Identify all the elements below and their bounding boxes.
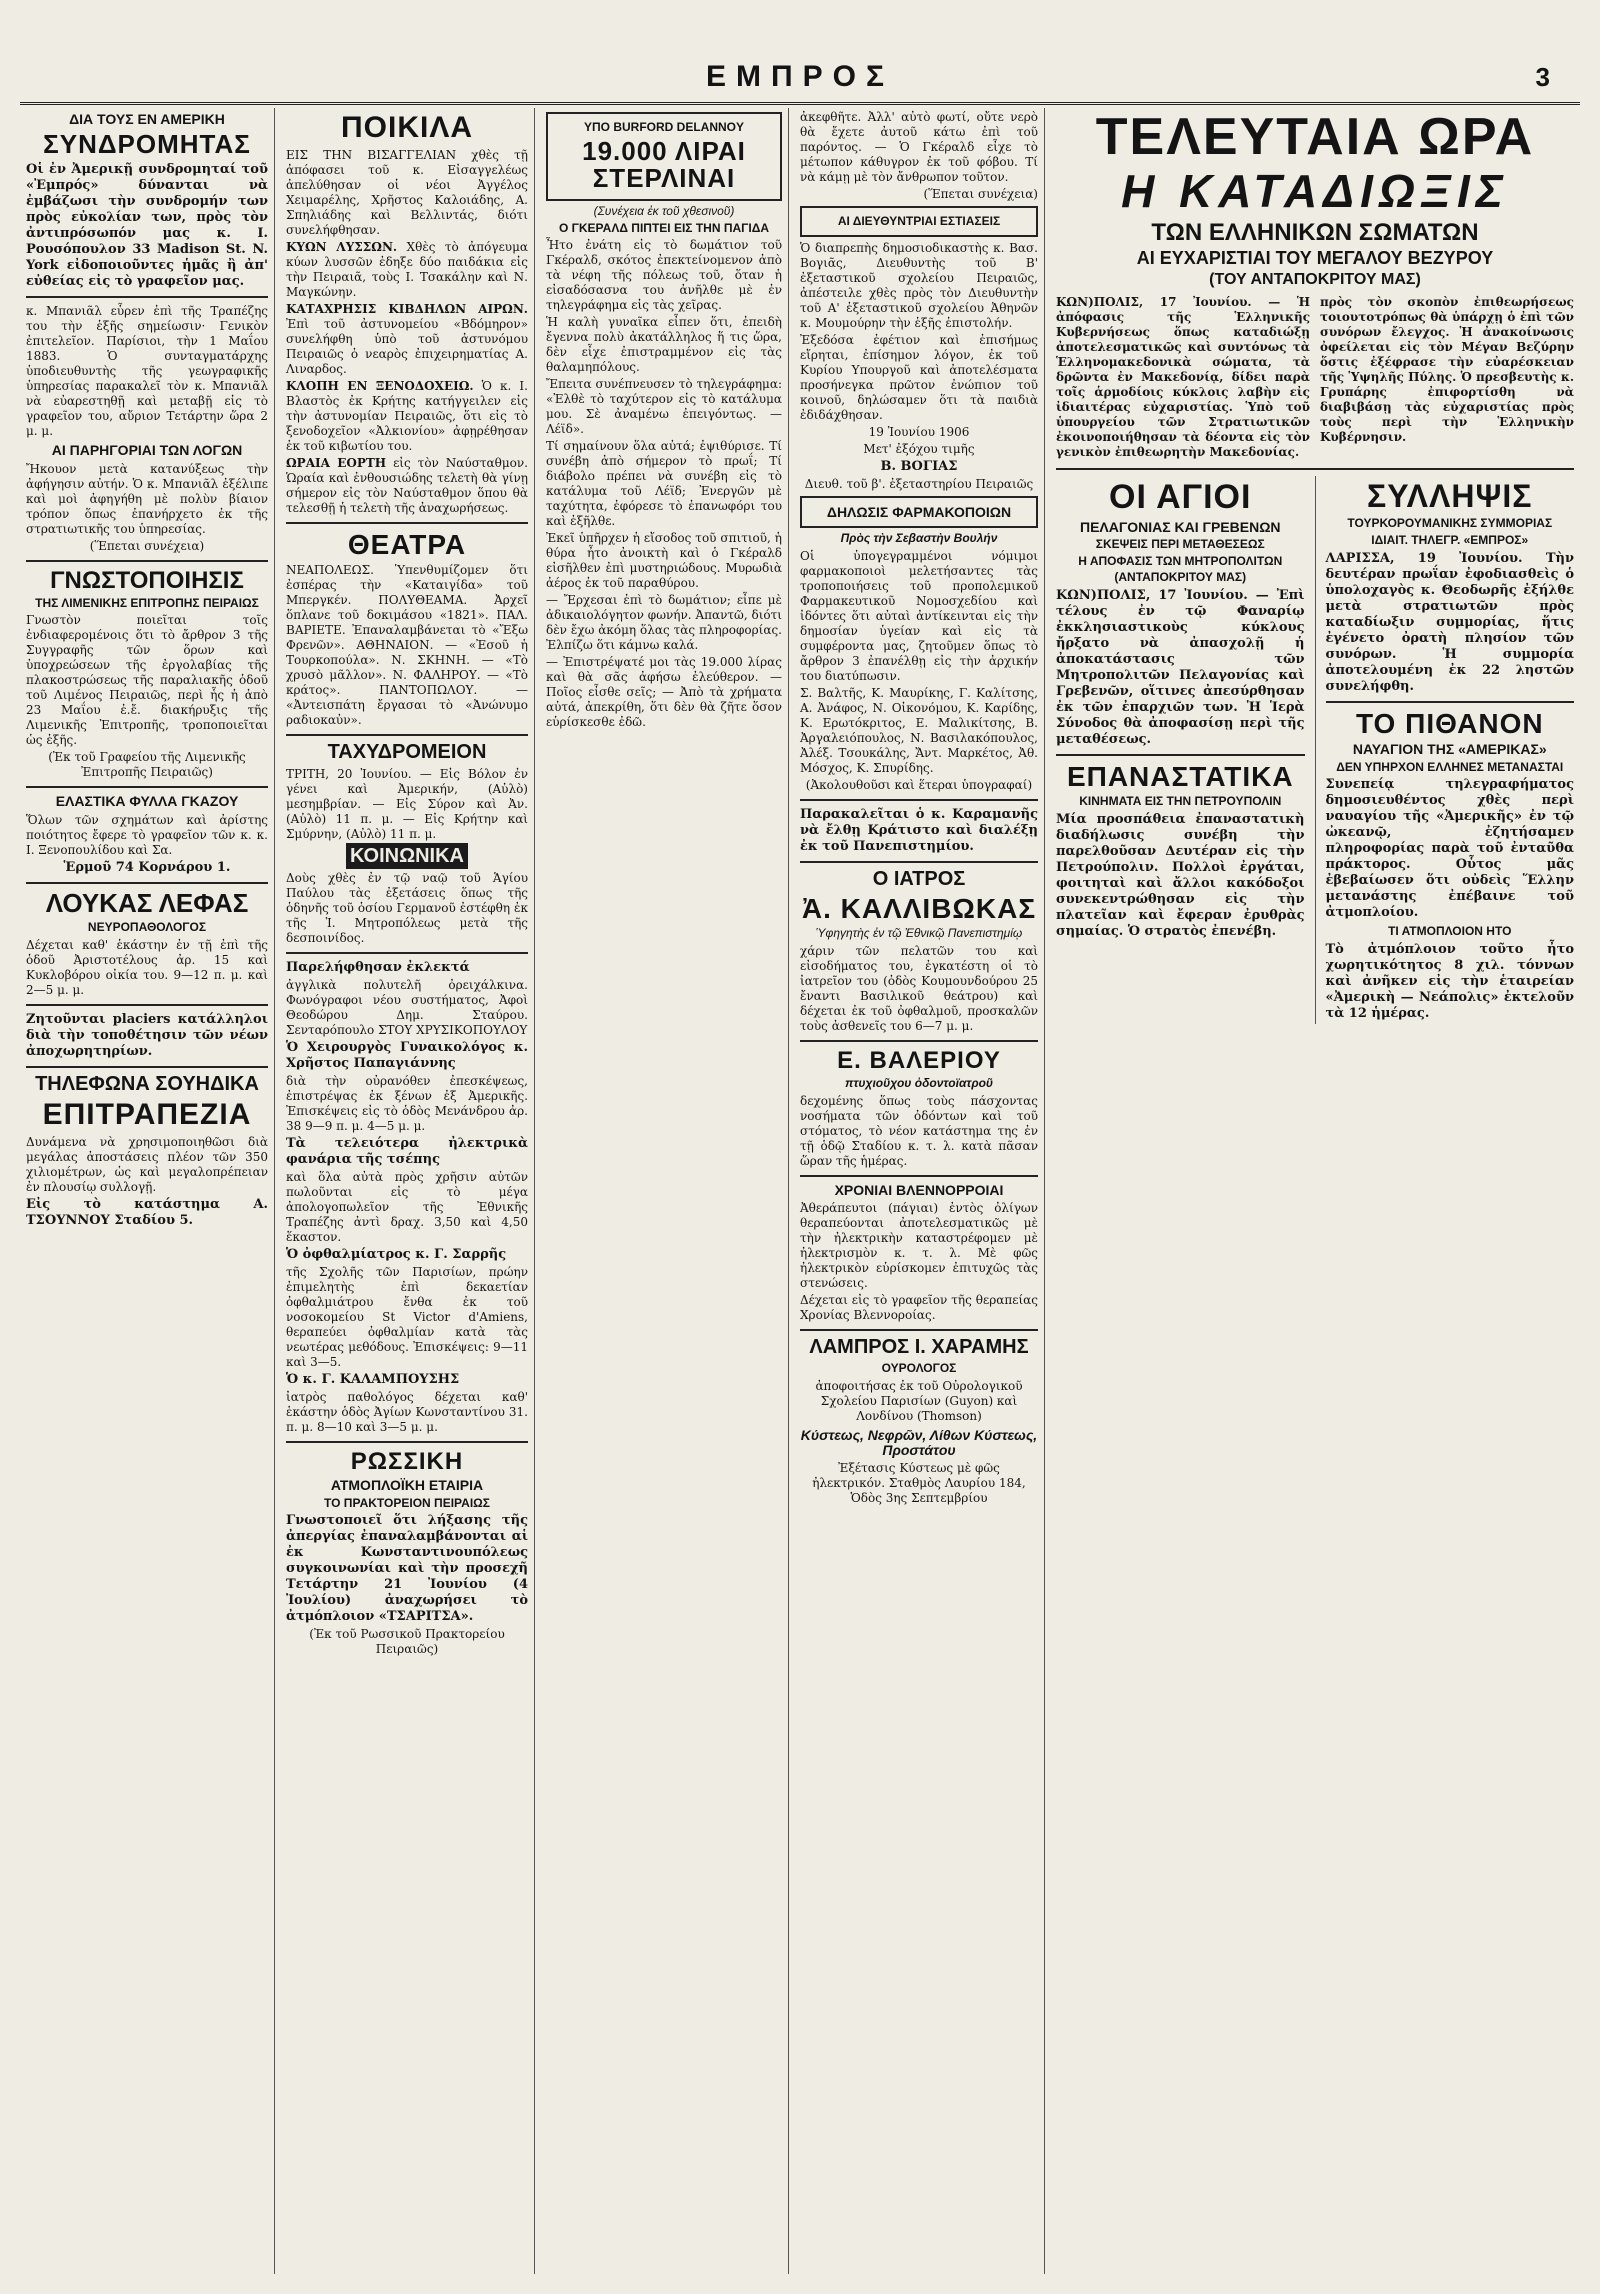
divider [26,1004,268,1006]
letter-closing: Μετ' ἐξόχου τιμῆς [863,441,975,456]
divider [800,861,1038,863]
section-heading [286,846,528,867]
story-body: ΚΩΝ)ΠΟΛΙΣ, 17 Ἰουνίου. — Ἐπὶ τέλους ἐν τῷ Φαναρίῳ ἐκκλησιαστικοὺς κύκλους ἤρξατο νὰ ἀπασχολῇ ἡ ἀποκατάστασις τῶν Μητροπολιτῶν Πελαγονίας καὶ Γρεβενῶν, οἵτινες ἀπεσύρθησαν ἐκ τῶν ἐπαρχιῶν των. Ἡ Ἱερὰ Σύνοδος θὰ ἀποφασίσῃ περὶ τῆς μεταθέσεως. [1056,588,1305,748]
ad-title: ΧΡΟΝΙΑΙ ΒΛΕΝΝΟΡΡΟΙΑΙ [834,1181,1004,1198]
divider [26,1066,268,1068]
column-3 [540,108,788,2274]
section-heading: ΠΟΙΚΙΛΑ [340,111,473,144]
divider [286,734,528,736]
ad-title: ΤΗΛΕΦΩΝΑ ΣΟΥΗΔΙΚΑ [35,1073,259,1096]
lower-stories [1056,476,1574,1024]
story-subheadline: ΤΙ ΑΤΜΟΠΛΟΙΟΝ ΗΤΟ [1388,924,1512,939]
item-text: Χθὲς τὸ ἀπόγευμα κύων λυσσῶν ἐδηξε δύο παιδάκια εἰς τὴν Πειραιᾶ, τοὺς Ι. Τσακάλην καὶ Ν. Μαγκώνην. [286,239,528,299]
column-2 [280,108,534,2274]
story-subheadline: ΙΔΙΑΙΤ. ΤΗΛΕΓΡ. «ΕΜΠΡΟΣ» [1371,533,1529,548]
lead-story-body: ΚΩΝ)ΠΟΛΙΣ, 17 Ἰουνίου. — Ἡ ἀπόφασις τῆς Ἑλληνικῆς Κυβερνήσεως ὅπως καταδιώξῃ ἀποτελεσματικῶς καὶ συντόνως τὰ Ἑλληνομακεδονικὰ σώματα, τὰ δρῶντα ἐν Μακεδονίᾳ, δίδει παρὰ τοῖς ἁρμοδίοις κύκλοις λαβὴν εἰς ἰδιαιτέρας εὐχαριστίας. Ὑπὸ τοῦ ὑπουργείου τῶν Στρατιωτικῶν ἐκοινοποιήθησαν τὰ δέοντα εἰς τὸν γενικὸν ἐπιθεωρητὴν Μακεδονίας. [1056,294,1310,459]
ad-body: διὰ τὴν οὐρανόθεν ἐπεσκέψεως, ἐπιστρέψας ἐκ ξένων ἐξ Ἀμερικῆς. Ἐπισκέψεις εἰς τὸ ὁδὸς Μενάνδρου ἀρ. 38 9—9 π. μ. 4—5 μ. μ. [286,1073,528,1133]
item-text: Ὁ κ. Ι. Βλαστὸς ἐκ Κρήτης κατήγγειλεν εἰς τὴν ἀστυνομίαν Πειραιῶς, ὅτι εἰς τὸ ξενοδοχεῖον «Ἀλκιονίου» ἀφῃρέθησαν ἐκ τοῦ κιβωτίου του. [286,378,528,453]
serial-body: ἀκεφθῆτε. Ἀλλ' αὐτὸ φωτί, οὔτε νερὸ θὰ ἔχετε ἀυτοῦ κάτω ἐπὶ τοῦ παρόντος. — Ὁ Γκέραλδ εἶχε τὸ μέτωπον κάθυγρον ἐκ τοῦ φόβου. Τί νὰ κάμῃ μὲ τὸν ἄνθρωπον τοῦτον. [800,110,1038,184]
section-heading: ΔΗΛΩΣΙΣ ΦΑΡΜΑΚΟΠΟΙΩΝ [826,503,1012,520]
ad-body: Δυνάμενα νὰ χρησιμοποιηθῶσι διὰ μεγάλας ἀποστάσεις πλέον τῶν 350 χιλιομέτρων, ὡς καὶ μεγαλοπρέπειαν ἐν πλουσίῳ συλλογῇ. [26,1134,268,1194]
serial-body: Ἐκεῖ ὑπῆρχεν ἡ εἴσοδος τοῦ σπιτιοῦ, ἡ θύρα ἦτο ἀνοικτὴ καὶ ὁ Γκέραλδ εἰσῆλθεν ἐπὶ μυστηριώδους. Μυρωδιὰ ἀέρος ἐκ τοῦ παραθύρου. [546,531,782,591]
declaration-signatories: Σ. Βαλτῆς, Κ. Μαυρίκης, Γ. Καλίτσης, Α. Ἀνάφος, Ν. Οἰκονόμου, Κ. Καρίδης, Κ. Ερωτόκριτος, Ε. Μαλικίτσης, Β. Ἀργαλειόπουλος, Ν. Βασιλακόπουλος, Ἀλέξ. Τσουκάλης, Ἄντ. Μαρκέτος, Ἀθ. Μόσχος, Κ. Σπυρίδης. [800,685,1038,775]
column-rule [1315,476,1316,1024]
story-subheadline: ΤΟΥΡΚΟΡΟΥΜΑΝΙΚΗΣ ΣΥΜΜΟΡΙΑΣ [1347,516,1553,531]
story-body: Μία προσπάθεια ἐπαναστατικὴ διαδήλωσις συνέβη τὴν παρελθοῦσαν Δευτέραν εἰς τὴν Πετρούπολιν. Πολλοὶ ἐργάται, φοιτηταὶ καὶ ἄλλοι κακόδοξοι συνεκεντρώθησαν εἰς τὴν πλατεῖαν καὶ ἔφεραν ἐρυθρὰς σημαίας. Ὁ στρατὸς ἐπενέβη. [1056,812,1305,940]
serial-body: Ἔπειτα συνέπνευσεν τὸ τηλεγράφημα: «Ἐλθὲ τὸ ταχύτερον εἰς τὸ κατάλυμα μου. Σὲ ἀναμένω ἐπειγόντως. — Λέϊδ». [546,377,782,437]
divider [800,799,1038,801]
notice-subheading: ΤΗΣ ΛΙΜΕΝΙΚΗΣ ΕΠΙΤΡΟΠΗΣ ΠΕΙΡΑΙΩΣ [35,595,259,610]
serial-heading-box [546,112,782,201]
ad-title: Παρελήφθησαν ἐκλεκτά [286,959,470,975]
ad-title: ΛΟΥΚΑΣ ΛΕΦΑΣ [45,888,249,919]
ad-title: Τὰ τελειότερα ἠλεκτρικὰ φανάρια τῆς τσέπης [286,1135,528,1167]
divider [26,560,268,562]
story-subheadline: ΣΚΕΨΕΙΣ ΠΕΡΙ ΜΕΤΑΘΕΣΕΩΣ [1095,537,1265,552]
ad-subtitle: ΤΟ ΠΡΑΚΤΟΡΕΙΟΝ ΠΕΙΡΑΙΩΣ [324,1495,490,1510]
ad-subtitle: ΕΠΙΤΡΑΠΕΖΙΑ [42,1098,252,1132]
story-correspondent: (ΑΝΤΑΠΟΚΡΙΤΟΥ ΜΑΣ) [1114,570,1247,585]
story-headline: ΕΠΑΝΑΣΤΑΤΙΚΑ [1066,761,1294,793]
masthead [20,56,1580,105]
item-title: ΚΛΟΠΗ ΕΝ ΞΕΝΟΔΟΧΕΙΩ. [286,378,474,393]
notice-signature: (Ἐκ τοῦ Γραφείου τῆς Λιμενικῆς Ἐπιτροπῆς Πειραιῶς) [48,750,246,780]
section-heading-box [800,496,1038,529]
ad-body: χάριν τῶν πελατῶν του καὶ εἰσοδήματος του, ἐγκατέστη οἱ τὸ ἰατρεῖον του (ὁδὸς Κουμουνδούρου 25 ἔναντι Βασιλικοῦ θεάτρου) καὶ δέχεται ἐκ τοῦ ὀφθαλμοῦ, προσκαλῶν τοὺς ἀσθενεῖς του 6—7 μ. μ. [800,943,1038,1033]
story-body [286,240,528,300]
ad-title: Ὁ ὀφθαλμίατρος κ. Γ. Σαρρῆς [286,1246,507,1262]
ad-body: Ἐξέτασις Κύστεως μὲ φῶς ἠλεκτρικόν. Σταθμὸς Λαυρίου 184, Ὁδὸς 3ης Σεπτεμβρίου [812,1461,1026,1506]
divider [286,522,528,524]
column-rule [534,108,535,2274]
letter-signer-role: Διευθ. τοῦ β'. ἐξεταστηρίου Πειραιῶς [804,476,1034,491]
story-subheadline: ΝΑΥΑΓΙΟΝ ΤΗΣ «ΑΜΕΡΙΚΑΣ» [1352,741,1547,758]
divider [26,882,268,884]
section-heading: ΘΕΑΤΡΑ [347,528,467,560]
letter-body: Ἐξεδόσα ἐφέτιον καὶ ἐπισήμως εἴρηται, ἐπίσημον λόγον, ἐκ τοῦ Κυρίου Υπουργοῦ καὶ ἀποτελέσματα προσήνεγκα πρῶτον ἐνώπιον τοῦ κοινοῦ, δηλώσαμεν ὅτι τὰ παιδιὰ ἐδιδάχθησαν. [800,332,1038,422]
ad-body: ἀγγλικὰ πολυτελῆ ὀρειχάλκινα. Φωνόγραφοι νέου συστήματος, Ἀφοὶ Θεοδώρου Δημ. Σταύρου. Σενταρόπουλο ΣΤΟΥ ΧΡΥΣΙΚΟΠΟΥΛΟΥ [286,977,528,1037]
column-rule [1044,108,1045,2274]
right-stories [1326,476,1575,1024]
story-body: ΛΑΡΙΣΣΑ, 19 Ἰουνίου. Τὴν δευτέραν πρωΐαν ἐφοδιασθεὶς ὁ ὑπολοχαγὸς κ. Θεοδωρῆς ἐξήλθε μετὰ στρατιωτῶν πρὸς καταδίωξιν συμμορίας, ἥτις ἐγένετο ὀρατὴ πλησίον τῶν συνόρων. Ἡ συμμορία ἀποτελουμένη ἐκ 22 ληστῶν συνελήφθη. [1325,550,1574,694]
story-headline: ΣΥΛΛΗΨΙΣ [1367,477,1533,514]
serial-body: Ἦτο ἐνάτη εἰς τὸ δωμάτιον τοῦ Γκέραλδ, σκότος ἐπεκτείνομενον ἀπὸ τὰ νέφη τῆς πόλεως τοῦ, ὅταν ἡ εἰσαδόσασνα του ἀνῆλθε μὲ ἐν τηλεγράφημα εἰς τὰς χεῖρας. [546,238,782,313]
story-body: Συνεπείᾳ τηλεγραφήματος δημοσιευθέντος χθὲς περὶ ναυαγίου τῆς «Ἀμερικῆς» ἐν τῷ ὠκεανῷ, ἐζητήσαμεν πληροφορίας παρὰ τοῦ ἐνταῦθα πράκτορος. Οὗτος μᾶς ἐβεβαίωσεν ὅτι οὐδεὶς Ἕλλην μετανάστης ἐπέβαινε τοῦ ἀτμοπλοίου. [1325,777,1574,921]
subscribers-lead: Οἱ ἐν Ἀμερικῇ συνδρομηταί τοῦ «Ἐμπρός» δύνανται νὰ ἐμβάζωσι τὴν συνδρομήν των πρὸς εὐκολίαν των, πρὸς τὸν ἀντιπρόσωπόν μας κ. Ι. Ρουσόπουλον 33 Madison St. N. York εἰδοποιοῦντες ἡμᾶς ἢ ἀπ' εὐθείας εἰς τὸ γραφεῖον μας. [26,161,268,289]
post-office-listings: ΤΡΙΤΗ, 20 Ἰουνίου. — Εἰς Βόλον ἐν γένει καὶ Ἀμερικήν, (Αὐλὸ) μεσημβρίαν. — Εἰς Σύρον καὶ Ἀν. (Αὐλὸ) 11 π. μ. — Εἰς Κρήτην καὶ Σμύρνην, (Αὐλὸ) 11 π. μ. [286,766,528,841]
divider [1326,701,1575,703]
banner-headline: ΤΕΛΕΥΤΑΙΑ ΩΡΑ [1095,108,1535,166]
section-heading-label: ΚΟΙΝΩΝΙΚΑ [346,843,468,869]
subscribers-kicker: ΔΙΑ ΤΟΥΣ ΕΝ ΑΜΕΡΙΚΗ [69,111,225,127]
serial-body: — Ἔρχεσαι ἐπὶ τὸ δωμάτιον; εἶπε μὲ ἀδικαιολόγητον φωνήν. Ἀπαντῶ, διότι δὲν ἔχω ἀκόμη ὅλας τὰς πληροφορίας. Ἐλπίζω ὅτι κάμνω καλά. [546,593,782,653]
ad-address: Εἰς τὸ κατάστημα Α. ΤΣΟΥΝΝΟΥ Σταδίου 5. [26,1196,268,1228]
left-stories [1056,476,1305,1024]
item-text: Ἐπὶ τοῦ ἀστυνομείου «Βδόμηρον» συνελήφθη ὑπὸ τοῦ ἀστυνόμου Πειραιῶς ὁ νεαρὸς ἐπιχειρηματίας Α. Λιναρδος. [286,316,528,376]
lead-story-columns [1056,293,1574,462]
story-subheadline: ΔΕΝ ΥΠΗΡΧΟΝ ΕΛΛΗΝΕΣ ΜΕΤΑΝΑΣΤΑΙ [1336,759,1564,774]
notice-body: Γνωστὸν ποιεῖται τοῖς ἐνδιαφερομένοις ὅτι τὸ ἄρθρον 3 τῆς Συγγραφῆς τῶν ὅρων καὶ ὑποχρεώσεων τῆς ἐργολαβίας τῆς πλακοστρώσεως τῆς παραλιακῆς ὁδοῦ τοῦ Λιμένος Πειραιῶς, περὶ ἧς ἡ ἀπὸ 23 Μαΐου ἐ.ἔ. διακήρυξις τῆς Λιμενικῆς Ἐπιτροπῆς, τροποποιεῖται ὡς ἑξῆς. [26,613,268,748]
continued-note: (Ἕπεται συνέχεια) [923,187,1038,201]
serial-author: ΥΠΟ BURFORD DELANNOY [583,120,744,134]
story-headline: ΟΙ ΑΓΙΟΙ [1109,477,1252,516]
ad-body: δεχομένης ὅπως τοὺς πάσχοντας νοσήματα τῶν ὀδόντων καὶ τοῦ στόματος, τὸ νέον κατάστημα της ἐν τῇ ὁδῷ Σταδίου κ. τ. λ. κατὰ πᾶσαν ὥραν τῆς ἡμέρας. [800,1093,1038,1168]
declaration-note: (Ἀκολουθοῦσι καὶ ἕτεραι ὑπογραφαί) [805,777,1033,792]
item-text: εἰς τὸν Ναύσταθμον. Ὡραία καὶ ἐνθουσιώδης τελετὴ θὰ γίνῃ σήμερον εἰς τὸν Ναύσταθμον ὅπου θὰ τελεσθῇ ἡ τελετὴ τῆς ἀναχωρήσεως. [286,455,528,515]
section-subheading: Πρὸς τὴν Σεβαστὴν Βουλήν [840,531,998,546]
item-title: ΚΥΩΝ ΛΥΣΣΩΝ. [286,239,398,254]
divider [26,786,268,788]
lead-subheadline: ΑΙ ΕΥΧΑΡΙΣΤΙΑΙ ΤΟΥ ΜΕΓΑΛΟΥ ΒΕΖΥΡΟΥ [1136,248,1494,269]
story-body: Τὸ ἀτμόπλοιον τοῦτο ἦτο χωρητικότητος 8 χιλ. τόννων καὶ ἀνῆκεν εἰς τὴν ἑταιρείαν «Ἀμερικὴ — Νεάπολις» ἐκτελοῦν τὰ 12 ἡμέρας. [1325,941,1574,1021]
theatre-listings: ΝΕΑΠΟΛΕΩΣ. Ὑπενθυμίζομεν ὅτι ἐσπέρας τὴν «Καταιγίδα» τοῦ Μπεργκέν. ΠΟΛΥΘΕΑΜΑ. Ἀρχεῖ ὅπλανε τοῦ δοκιμάσου «1821». ΠΑΛ. ΒΑΡΙΕΤΕ. Ἐπαναλαμβάνεται τὸ «Ἔξω Φρενῶν». ΑΘΗΝΑΙΟΝ. — «Ἐσοῦ ἡ Τουρκοπούλα». Ν. ΣΚΗΝΗ. — «Τὸ χρυσὸ μᾶλλον». Ν. ΦΑΛΗΡΟΥ. — «Τὸ κράτος». ΠΑΝΤΟΠΩΛΟΥ. — «Ἀντεισπάτη ἔργασαι τὸ «Ἀνώνυμο ραδιοκαὐν». [286,562,528,727]
divider [286,1441,528,1443]
declaration-body: Οἱ ὑπογεγραμμένοι νόμιμοι φαρμακοποιοὶ μελετήσαντες τὰς τροποποιήσεις τοῦ προπολεμικοῦ Φαρμακευτικοῦ Νομοσχεδίου καὶ ἰδόντες ὅτι αὐταὶ ἀντίκεινται εἰς τὴν δημοσίαν ὑγείαν καὶ εἰς τὰ συμφέροντα μας, ζητοῦμεν ὅπως τὸ ἄρθρον 3 ἐπανέλθῃ εἰς τὴν ἀρχικήν του διατύπωσιν. [800,548,1038,683]
column-5 [1050,108,1580,2274]
section-heading: ΑΙ ΔΙΕΥΘΥΝΤΡΙΑΙ ΕΣΤΙΑΣΕΙΣ [837,214,1001,228]
continued-note: (Ἕπεται συνέχεια) [89,538,205,553]
ad-body: καὶ ὅλα αὐτὰ πρὸς χρῆσιν αὐτῶν πωλοῦνται εἰς τὸ μέγα ἀπολογοπωλεῖον τῆς Ἐθνικῆς Τραπέζης ἀντὶ δραχ. 3,50 καὶ 4,50 ἕκαστον. [286,1169,528,1244]
ad-title: Ε. ΒΑΛΕΡΙΟΥ [837,1046,1001,1074]
column-rule [274,108,275,2274]
ad-body: Ὅλων τῶν σχημάτων καὶ ἀρίστης ποιότητος ἔφερε τὸ γραφεῖον τῶν κ. κ. Ι. Ξενοπουλίδου καὶ Σα. [26,813,268,858]
divider [286,952,528,954]
subscribers-headline: ΣΥΝΔΡΟΜΗΤΑΣ [43,128,251,159]
letter-signer: Β. ΒΟΓΙΑΣ [880,458,958,474]
ad-specialties: Κύστεως, Νεφρῶν, Λίθων Κύστεως, Προστάτου [800,1426,1038,1458]
ad-body: Δέχεται εἰς τὸ γραφεῖον τῆς θεραπείας Χρονίας Βλεννοροίας. [800,1293,1038,1323]
ad-body: ἰατρὸς παθολόγος δέχεται καθ' ἑκάστην ὁδὸς Ἀγίων Κωνσταντίνου 31. π. μ. 8—10 καὶ 3—5 μ. μ. [286,1389,528,1434]
ad-body: Ζητοῦνται placiers κατάλληλοι διὰ τὴν τοποθέτησιν τῶν νέων ἀποχωρητηρίων. [26,1012,268,1060]
serial-chapter: Ο ΓΚΕΡΑΛΔ ΠΙΠΤΕΙ ΕΙΣ ΤΗΝ ΠΑΓΙΔΑ [559,220,769,235]
divider [800,1040,1038,1042]
lead-correspondent: (ΤΟΥ ΑΝΤΑΠΟΚΡΙΤΟΥ ΜΑΣ) [1209,271,1421,289]
serial-body: Τί σημαίνουν ὅλα αὐτά; ἐψιθύρισε. Τί συνέβη ἀπὸ σήμερον τὸ πρωΐ; Τί διάβολο πρέπει νὰ συνέβη εἰς τὸ κατάλυμα τοῦ Λέϊδ; Ἐνεργῶν μὲ ταχύτητα, ἐφόρεσε τὸ ἐπανωφόρι του καὶ ἐξῆλθε. [546,439,782,529]
story-subheadline: ΚΙΝΗΜΑΤΑ ΕΙΣ ΤΗΝ ΠΕΤΡΟΥΠΟΛΙΝ [1079,794,1282,809]
ad-signature: (Ἐκ τοῦ Ρωσσικοῦ Πρακτορείου Πειραιῶς) [309,1627,505,1657]
ad-title: Ἀ. ΚΑΛΛΙΒΩΚΑΣ [801,892,1037,924]
story-body: ΕΙΣ ΤΗΝ ΒΙΣΑΓΓΕΛΙΑΝ χθὲς τῇ ἀπόφασει τοῦ κ. Εἰσαγγελέως ἀπελύθησαν οἱ νέοι Ἀγγέλος Χειμαρέλης, Χρῆστος Καλοιάδης, Α. Σπηλιάδης καὶ Βελλιντάς, διότι συνελήφθησαν. [286,147,528,237]
ad-subtitle: Ὑφηγητὴς ἐν τῷ Ἐθνικῷ Πανεπιστημίῳ [815,926,1023,941]
section-heading: ΤΑΧΥΔΡΟΜΕΙΟΝ [327,740,487,763]
lead-story-body: πρὸς τὸν σκοπὸν ἐπιθεωρήσεως τοιουτοτρόπως θὰ ὑπάρχῃ ὁ ἐπὶ τῶν συνόρων ἔλεγχος. Ἡ ἀνακοίνωσις ὀφείλεται εἰς τὸν Μέγαν Βεζύρην ὅστις ἐξέφρασε τὴν εὐαρέσκειαν τῆς Ὑψηλῆς Πύλης. Ὁ πρεσβευτὴς κ. Γρυπάρης ἐπιφορτίσθη νὰ διαβιβάσῃ τὰς εὐχαριστίας πρὸς τοὺς περὶ τὴν Ἑλληνικὴν Κυβέρνησιν. [1320,294,1574,444]
story-headline: ΤΟ ΠΙΘΑΝΟΝ [1355,707,1544,739]
serial-body: Ἡ καλὴ γυναῖκα εἶπεν ὅτι, ἐπειδὴ ἔγεννα πολὺ ἀκατάλληλος ἥ τις ὥρα, δὲν εἶχε ἐπιστραμμένον εἰς τὰς θαλαμηπόλους. [546,315,782,375]
notice-body: Παρακαλεῖται ὁ κ. Καραμανῆς νὰ ἔλθῃ Κράτιστο καὶ διαλέξῃ ἐκ τοῦ Πανεπιστημίου. [800,806,1038,854]
story-body: Ἤκουον μετὰ κατανύξεως τὴν ἀφήγησιν αὐτήν. Ὁ κ. Μπανιᾶλ ἐξέλιπε καὶ μοὶ ἀφηγήθη μὲ πολὺν βίαιον τρόπον ὅπως ἐπανήρχετο ἐκ τῆς στρατιωτικῆς του ὑπηρεσίας. [26,461,268,536]
item-title: ΩΡΑΙΑ ΕΟΡΤΗ [286,455,387,470]
column-4 [794,108,1044,2274]
serial-body: — Ἐπιστρέψατέ μοι τὰς 19.000 λίρας καὶ θὰ σᾶς ἀφήσω ἐλεύθερον. — Ποῖος εἶσθε σεῖς; — Ἀπὸ τὰ χρήματα αὐτά, ἀπεκρίθη, ὅτι δὲν θὰ ζῆτε ὅσον εὑρίσκεσθε ἐδῶ. [546,655,782,730]
ad-body: τῆς Σχολῆς τῶν Παρισίων, πρώην ἐπιμελητὴς ἐπὶ δεκαετίαν ὀφθαλμιάτρου ἔνθα ἐκ τοῦ νοσοκομείου St Victor d'Amiens, θεραπεύει ὀφθαλμίαν κατὰ τὰς νεωτέρας μεθόδους. Ἐπισκέψεις: 9—11 καὶ 3—5. [286,1264,528,1369]
newspaper-title: ΕΜΠΡΟΣ [705,60,894,93]
ad-label: Ο ΙΑΤΡΟΣ [872,867,966,890]
ad-title: Ὁ κ. Γ. ΚΑΛΑΜΠΟΥΣΗΣ [286,1371,460,1387]
section-heading: ΑΙ ΠΑΡΗΓΟΡΙΑΙ ΤΩΝ ΛΟΓΩΝ [51,441,243,458]
lead-headline: Η ΚΑΤΑΔΙΩΞΙΣ [1121,165,1509,217]
story-body [286,379,528,454]
ad-subtitle: ΝΕΥΡΟΠΑΘΟΛΟΓΟΣ [87,920,207,935]
lead-subheadline: ΤΩΝ ΕΛΛΗΝΙΚΩΝ ΣΩΜΑΤΩΝ [1151,219,1479,246]
social-news: Δοὺς χθὲς ἐν τῷ ναῷ τοῦ Ἁγίου Παύλου τὰς ἐξετάσεις ὅπως τῆς ὁδηνῆς τοῦ ὁσίου Γερμανοῦ ἐστέφθη ἐκ τῆς Ἱ. Μητροπόλεως μετὰ τῆς δεσποινίδος. [286,870,528,945]
ad-title: ΕΛΑΣΤΙΚΑ ΦΥΛΛΑ ΓΚΑΖΟΥ [55,793,239,810]
ad-address: Ἑρμοῦ 74 Κορνάρου 1. [63,860,231,876]
letter-body: Ὁ διαπρεπὴς δημοσιοδικαστὴς κ. Βασ. Βογιᾶς, Διευθυντὴς τοῦ Β' ἐξεταστικοῦ σχολείου Πειραιῶς, ἀπέστειλε χθὲς πρὸς τὸν Διευθυντὴν τοῦ Α' ἐξεταστικοῦ σχολείου Ἀθηνῶν κ. Μουμούρην τὴν ἑξῆς ἐπιστολήν. [800,240,1038,330]
story-body: κ. Μπανιᾶλ εὗρεν ἐπὶ τῆς Τραπέζης του τὴν ἑξῆς σημείωσιν· Γενικὸν ἐπιτελεῖον. Παρίσιοι, τὴν 1 Μαΐου 1883. Ὁ συνταγματάρχης ὑποδιευθυντὴς τῆς γεωγραφικῆς ὑπηρεσίας παρακαλεῖ τὸν κ. Μπανιᾶλ νὰ εὐαρεστηθῇ καὶ μεταβῇ εἰς τὸ γραφεῖον του, αὔριον Τετάρτην ὥρα 2 μ. μ. [26,303,268,438]
serial-headline: 19.000 ΛΙΡΑΙ ΣΤΕΡΛΙΝΑΙ [582,135,746,193]
divider [1056,468,1574,470]
story-subheadline: ΠΕΛΑΓΟΝΙΑΣ ΚΑΙ ΓΡΕΒΕΝΩΝ [1079,518,1281,535]
story-subheadline: Η ΑΠΟΦΑΣΙΣ ΤΩΝ ΜΗΤΡΟΠΟΛΙΤΩΝ [1078,553,1283,568]
divider [1056,754,1305,756]
notice-headline: ΓΝΩΣΤΟΠΟΙΗΣΙΣ [50,566,244,594]
story-body [286,302,528,377]
column-1 [20,108,274,2274]
item-title: ΚΑΤΑΧΡΗΣΙΣ ΚΙΒΔΗΛΩΝ ΑΙΡΩΝ. [286,301,528,316]
column-rule [788,108,789,2274]
ad-subtitle: πτυχιοῦχου ὀδοντοϊατροῦ [844,1076,994,1091]
ad-body: Ἀθεράπευτοι (πάγιαι) ἐντὸς ὀλίγων θεραπεύονται ἀποτελεσματικῶς μὲ τὴν ἠλεκτρικὴν καταστρέφομεν μὲ ἠλεκτρισμὸν κ. τ. λ. Μὲ φῶς ἠλεκτρικὸν εὑρίσκομεν ἐπιτυχῶς τὰς στενώσεις. [800,1201,1038,1291]
ad-body: Δέχεται καθ' ἑκάστην ἐν τῇ ἐπὶ τῆς ὁδοῦ Ἀριστοτέλους ἀρ. 15 καὶ Κυκλοβόρου οἰκία του. 9—12 π. μ. καὶ 2—5 μ. μ. [26,938,268,998]
ad-title: ΛΑΜΠΡΟΣ Ι. ΧΑΡΑΜΗΣ [809,1336,1029,1359]
divider [800,1175,1038,1177]
divider [26,296,268,298]
serial-continued: (Συνέχεια ἐκ τοῦ χθεσινοῦ) [593,204,735,219]
ad-body: Γνωστοποιεῖ ὅτι λήξασης τῆς ἀπεργίας ἐπαναλαμβάνονται αἱ ἐκ Κωνσταντινουπόλεως συγκοινωνίαι καὶ τὴν προσεχῆ Τετάρτην 21 Ἰουνίου (4 Ἰουλίου) ἀναχωρήσει τὸ ἀτμόπλοιον «ΤΣΑΡΙΤΣΑ». [286,1513,528,1625]
section-heading-box [800,206,1038,237]
ad-body: ἀποφοιτήσας ἐκ τοῦ Οὐρολογικοῦ Σχολείου Παρισίων (Guyon) καὶ Λονδίνου (Thomson) [815,1378,1023,1423]
page-number: 3 [1535,62,1550,92]
letter-date: 19 Ἰουνίου 1906 [868,424,970,439]
ad-subtitle: ΑΤΜΟΠΛΟΪΚΗ ΕΤΑΙΡΙΑ [330,1477,484,1494]
ad-title: Ὁ Χειρουργὸς Γυναικολόγος κ. Χρῆστος Παπαγιάννης [286,1039,528,1071]
ad-title: ΡΩΣΣΙΚΗ [350,1447,464,1475]
divider [800,1329,1038,1331]
ad-subtitle: ΟΥΡΟΛΟΓΟΣ [881,1361,957,1376]
story-body [286,456,528,516]
